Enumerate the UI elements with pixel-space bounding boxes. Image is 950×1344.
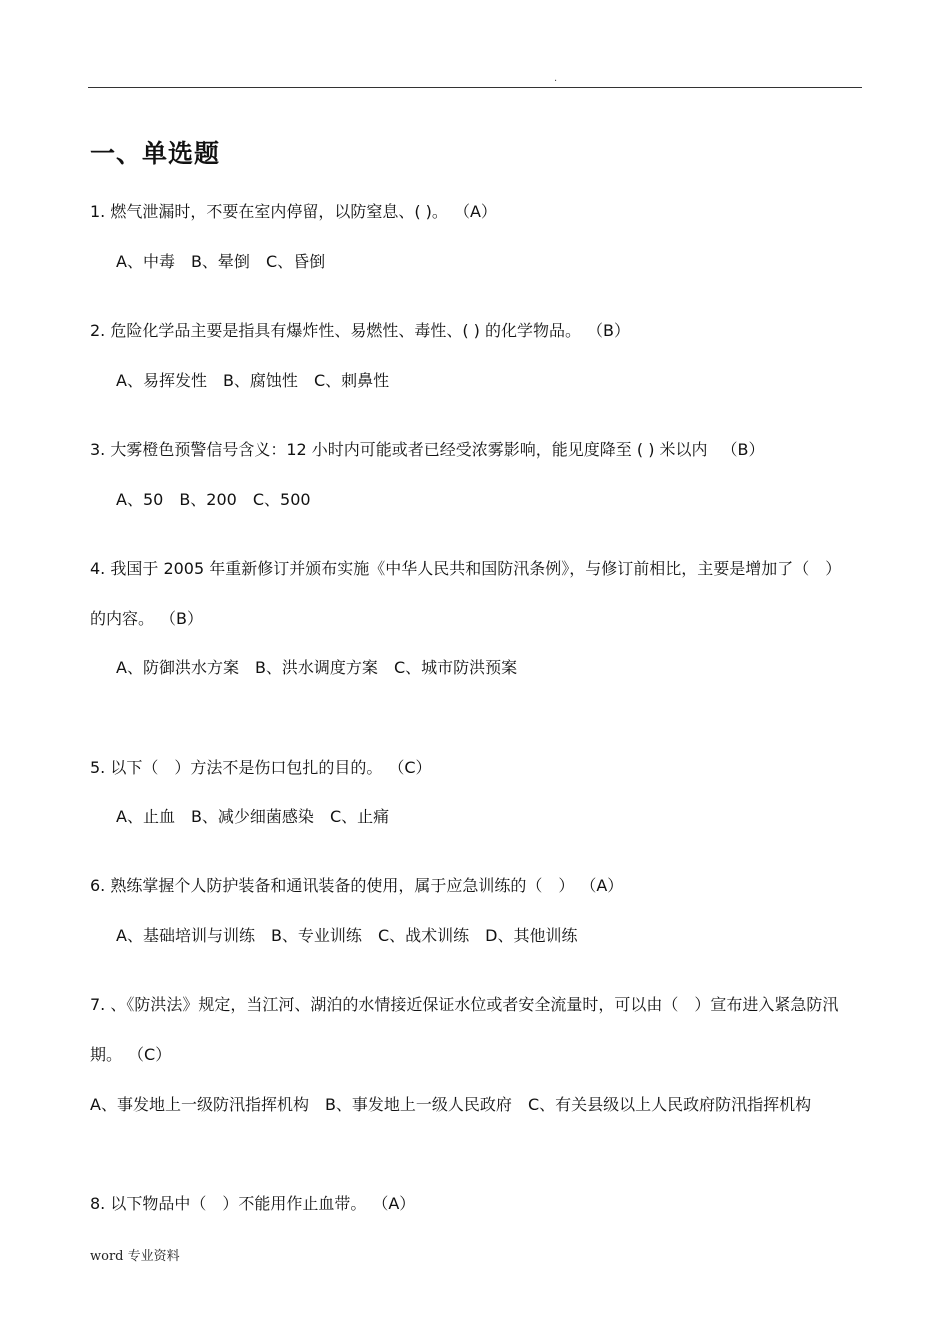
question-5-text: 5. 以下（ ）方法不是伤口包扎的目的。 — [90, 758, 383, 777]
option-1b: B、晕倒 — [190, 252, 250, 271]
question-2-text: 2. 危险化学品主要是指具有爆炸性、易燃性、毒性、( ) 的化学物品。 — [90, 321, 582, 340]
question-2-options — [116, 370, 389, 392]
option-3c: C、500 — [252, 490, 311, 509]
option-4b: B、洪水调度方案 — [254, 658, 378, 677]
question-5-answer: （C） — [396, 758, 432, 777]
question-7-text-line-2: 期。 — [90, 1045, 123, 1064]
question-4-options — [116, 657, 517, 679]
question-8-answer: （A） — [380, 1194, 416, 1213]
section-title: 一、单选题 — [90, 139, 221, 168]
question-3-options — [116, 489, 311, 511]
question-7-continued — [90, 1044, 171, 1066]
question-7 — [90, 994, 838, 1016]
question-4-text-line-2: 的内容。 — [90, 609, 155, 628]
question-6-answer: （A） — [588, 876, 624, 895]
option-6b: B、专业训练 — [270, 926, 362, 945]
question-5-options — [116, 806, 389, 828]
option-7b: B、事发地上一级人民政府 — [324, 1095, 512, 1114]
question-4-continued — [90, 608, 203, 630]
option-1c: C、昏倒 — [265, 252, 326, 271]
question-7-options — [90, 1094, 811, 1116]
option-4c: C、城市防洪预案 — [393, 658, 518, 677]
question-1-answer: （A） — [461, 202, 497, 221]
question-3-text: 3. 大雾橙色预警信号含义：12 小时内可能或者已经受浓雾影响，能见度降至 ( ) 米以内 — [90, 440, 708, 459]
question-1 — [90, 201, 497, 223]
question-1-options — [116, 251, 325, 273]
option-6c: C、战术训练 — [377, 926, 470, 945]
option-2b: B、腐蚀性 — [222, 371, 298, 390]
option-5c: C、止痛 — [329, 807, 390, 826]
question-8-text: 8. 以下物品中（ ）不能用作止血带。 — [90, 1194, 367, 1213]
question-2 — [90, 320, 630, 342]
option-7c: C、有关县级以上人民政府防汛指挥机构 — [527, 1095, 812, 1114]
question-7-text-line-1: 7. 、《防洪法》规定，当江河、湖泊的水情接近保证水位或者安全流量时，可以由（ ）宣布进入紧急防汛 — [90, 995, 839, 1014]
option-5a: A、止血 — [116, 807, 175, 826]
question-4-answer: （B） — [168, 609, 203, 628]
question-4 — [90, 558, 841, 580]
question-6 — [90, 875, 623, 897]
question-7-answer: （C） — [136, 1045, 172, 1064]
question-5 — [90, 757, 432, 779]
option-1a: A、中毒 — [116, 252, 175, 271]
option-6a: A、基础培训与训练 — [116, 926, 255, 945]
question-3 — [90, 439, 765, 461]
question-8 — [90, 1193, 415, 1215]
option-3b: B、200 — [179, 490, 237, 509]
question-6-text: 6. 熟练掌握个人防护装备和通讯装备的使用，属于应急训练的（ ） — [90, 876, 575, 895]
header-rule — [88, 87, 862, 88]
option-4a: A、防御洪水方案 — [116, 658, 239, 677]
question-2-answer: （B） — [595, 321, 630, 340]
question-6-options — [116, 925, 577, 947]
question-1-text: 1. 燃气泄漏时，不要在室内停留，以防窒息、( )。 — [90, 202, 448, 221]
option-2c: C、刺鼻性 — [313, 371, 390, 390]
header-dot: . — [554, 73, 558, 84]
option-2a: A、易挥发性 — [116, 371, 207, 390]
question-3-answer: （B） — [721, 440, 765, 459]
question-4-text-line-1: 4. 我国于 2005 年重新修订并颁布实施《中华人民共和国防汛条例》，与修订前相比，主要是增加了（ ） — [90, 559, 842, 578]
option-6d: D、其他训练 — [485, 926, 578, 945]
option-5b: B、减少细菌感染 — [190, 807, 314, 826]
option-3a: A、50 — [116, 490, 164, 509]
page-footer: word 专业资料 — [90, 1249, 180, 1264]
option-7a: A、事发地上一级防汛指挥机构 — [90, 1095, 309, 1114]
